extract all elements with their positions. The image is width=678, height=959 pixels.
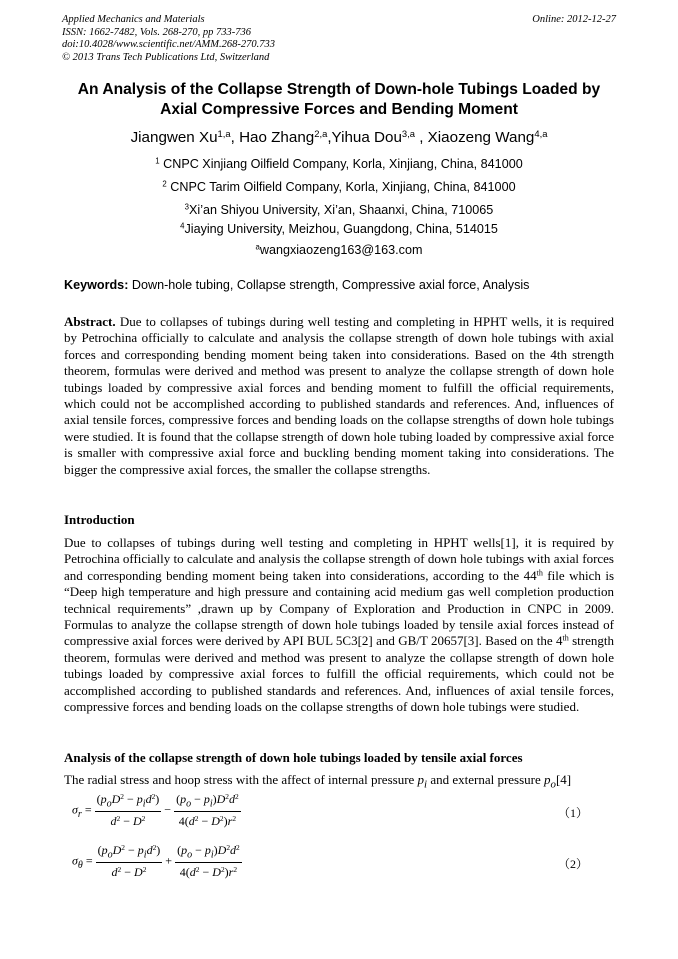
author-name: Yihua Dou (331, 129, 402, 146)
section-heading: Analysis of the collapse strength of down hole tubings loaded by tensile axial forces (64, 750, 523, 765)
equation-radial-stress: $\sigma_r$ = $\frac{(p_oD^2 - p_id^2)}{d^2 - D^2}$ − $\frac{(p_o - p_i)D^2d^2}{4(d^2 - D^2)r^2}$ (72, 791, 239, 829)
title-line-2: Axial Compressive Forces and Bending Moment (160, 101, 518, 118)
intro-sup: th (562, 634, 569, 644)
author-sep: , (327, 129, 332, 146)
author-sep: , (415, 129, 428, 146)
keywords (64, 278, 529, 292)
corresponding-email (40, 243, 638, 257)
abstract-text: Due to collapses of tubings during well testing and completing in HPHT wells, it is required by Petrochina officially to calculate and analysis the collapse strength of down hole tubings with axial forces and corresponding bending moment being taken into considerations. Based on the 4th strength theorem, formulas were derived and method was present to analyze the collapse strength of down hole tubings loaded by compressive axial forces and bending moment to fulfill the official requirements, which could not be accomplished according to published standards and references. And, influences of axial tensile forces, compressive forces and bending loads on the collapse strengths of down hole tubings were studied. It is found that the collapse strength of down hole tubing loaded by compressive axial force is smaller with compressive axial force and buckling bending moment taking into considerations. The bigger the compressive axial forces, the smaller the collapse strengths. (64, 314, 614, 477)
intro-sup: th (536, 568, 543, 578)
copyright-line: © 2013 Trans Tech Publications Ltd, Switzerland (62, 51, 270, 63)
equation-number: （2） (558, 857, 589, 871)
affiliation-sup: 4 (180, 221, 185, 231)
affiliation (40, 180, 638, 194)
affiliation (40, 222, 638, 236)
doi-line: doi:10.4028/www.scientific.net/AMM.268-270.733 (62, 39, 275, 50)
section-lead (64, 772, 614, 793)
journal-name: Applied Mechanics and Materials (62, 14, 205, 25)
affiliation-text: CNPC Xinjiang Oilfield Company, Korla, Xinjiang, China, 841000 (159, 157, 523, 171)
internal-pressure-symbol: p (417, 772, 425, 787)
author-sup: 3,a (401, 127, 415, 139)
lead-text: and external pressure (427, 772, 545, 787)
journal-header (62, 14, 275, 64)
keywords-label: Keywords: (64, 278, 129, 292)
author-list (40, 129, 638, 146)
affiliation-text: Xi’an Shiyou University, Xi’an, Shaanxi, China, 710065 (189, 203, 494, 217)
title-line-1: An Analysis of the Collapse Strength of Down-hole Tubings Loaded by (77, 81, 601, 98)
affiliation-text: Jiaying University, Meizhou, Guangdong, China, 514015 (184, 222, 498, 236)
intro-text: strength theorem, formulas were derived and method was present to analyze the collapse strength of down hole tubings loaded by compressive axial forces to fulfill the official requirements, which could not be accomplished according to published standards and references. And, influences of axial tensile forces, compressive forces and bending loads on the collapse strengths of down hole tubings were studied. (64, 633, 614, 715)
online-date: Online: 2012-12-27 (532, 14, 616, 25)
email-text: wangxiaozeng163@163.com (259, 243, 423, 257)
author-name: Jiangwen Xu (130, 129, 218, 146)
affiliation-sup: 1 (155, 156, 160, 166)
abstract (64, 314, 614, 478)
author-sup: 2,a (314, 127, 328, 139)
internal-pressure-sub: i (424, 778, 428, 791)
keywords-text: Down-hole tubing, Collapse strength, Compressive axial force, Analysis (128, 278, 530, 292)
lead-text: [4] (555, 772, 572, 787)
affiliation-sup: 2 (162, 179, 167, 189)
external-pressure-symbol: p (544, 772, 551, 787)
intro-text: Due to collapses of tubings during well testing and completing in HPHT wells[1], it is required by Petrochina officially to calculate and analysis the collapse strength of down hole tubings with axial forces and corresponding bending moment being taken into considerations, according to the 44 (64, 535, 614, 583)
abstract-label: Abstract. (64, 314, 116, 329)
external-pressure-sub: o (550, 778, 556, 791)
paper-title (40, 80, 638, 120)
affiliation (40, 157, 638, 171)
affiliation-sup: a (255, 242, 260, 252)
equation-hoop-stress: $\sigma_\theta$ = $\frac{(p_oD^2 - p_id^2)}{d^2 - D^2}$ + $\frac{(p_o - p_i)D^2d^2}{4(d^2 - D^2)r^2}$ (72, 842, 240, 880)
introduction-heading: Introduction (64, 512, 135, 527)
intro-text: file which is “Deep high temperature and high pressure and containing acid medium gas well completion production technical requirements” ,drawn up by Company of Exploration and Production in CNPC in 2009. Formulas to analyze the collapse strength of down hole tubings loaded by tensile axial forces instead of compressive axial forces were derived by API BUL 5C3[2] and GB/T 20657[3]. Based on the 4 (64, 567, 614, 649)
affiliation (40, 203, 638, 217)
equation-number: （1） (558, 806, 589, 820)
author-sup: 4,a (534, 127, 548, 139)
issn-line: ISSN: 1662-7482, Vols. 268-270, pp 733-736 (62, 26, 251, 38)
author-sup: 1,a (217, 127, 231, 139)
lead-text: The radial stress and hoop stress with the affect of internal pressure (64, 772, 418, 787)
introduction-body (64, 535, 614, 715)
author-name: Xiaozeng Wang (427, 129, 535, 146)
affiliation-sup: 3 (184, 202, 190, 212)
author-name: Hao Zhang (239, 129, 315, 146)
affiliation-text: CNPC Tarim Oilfield Company, Korla, Xinjiang, China, 841000 (166, 180, 516, 194)
author-sep: , (230, 129, 240, 146)
